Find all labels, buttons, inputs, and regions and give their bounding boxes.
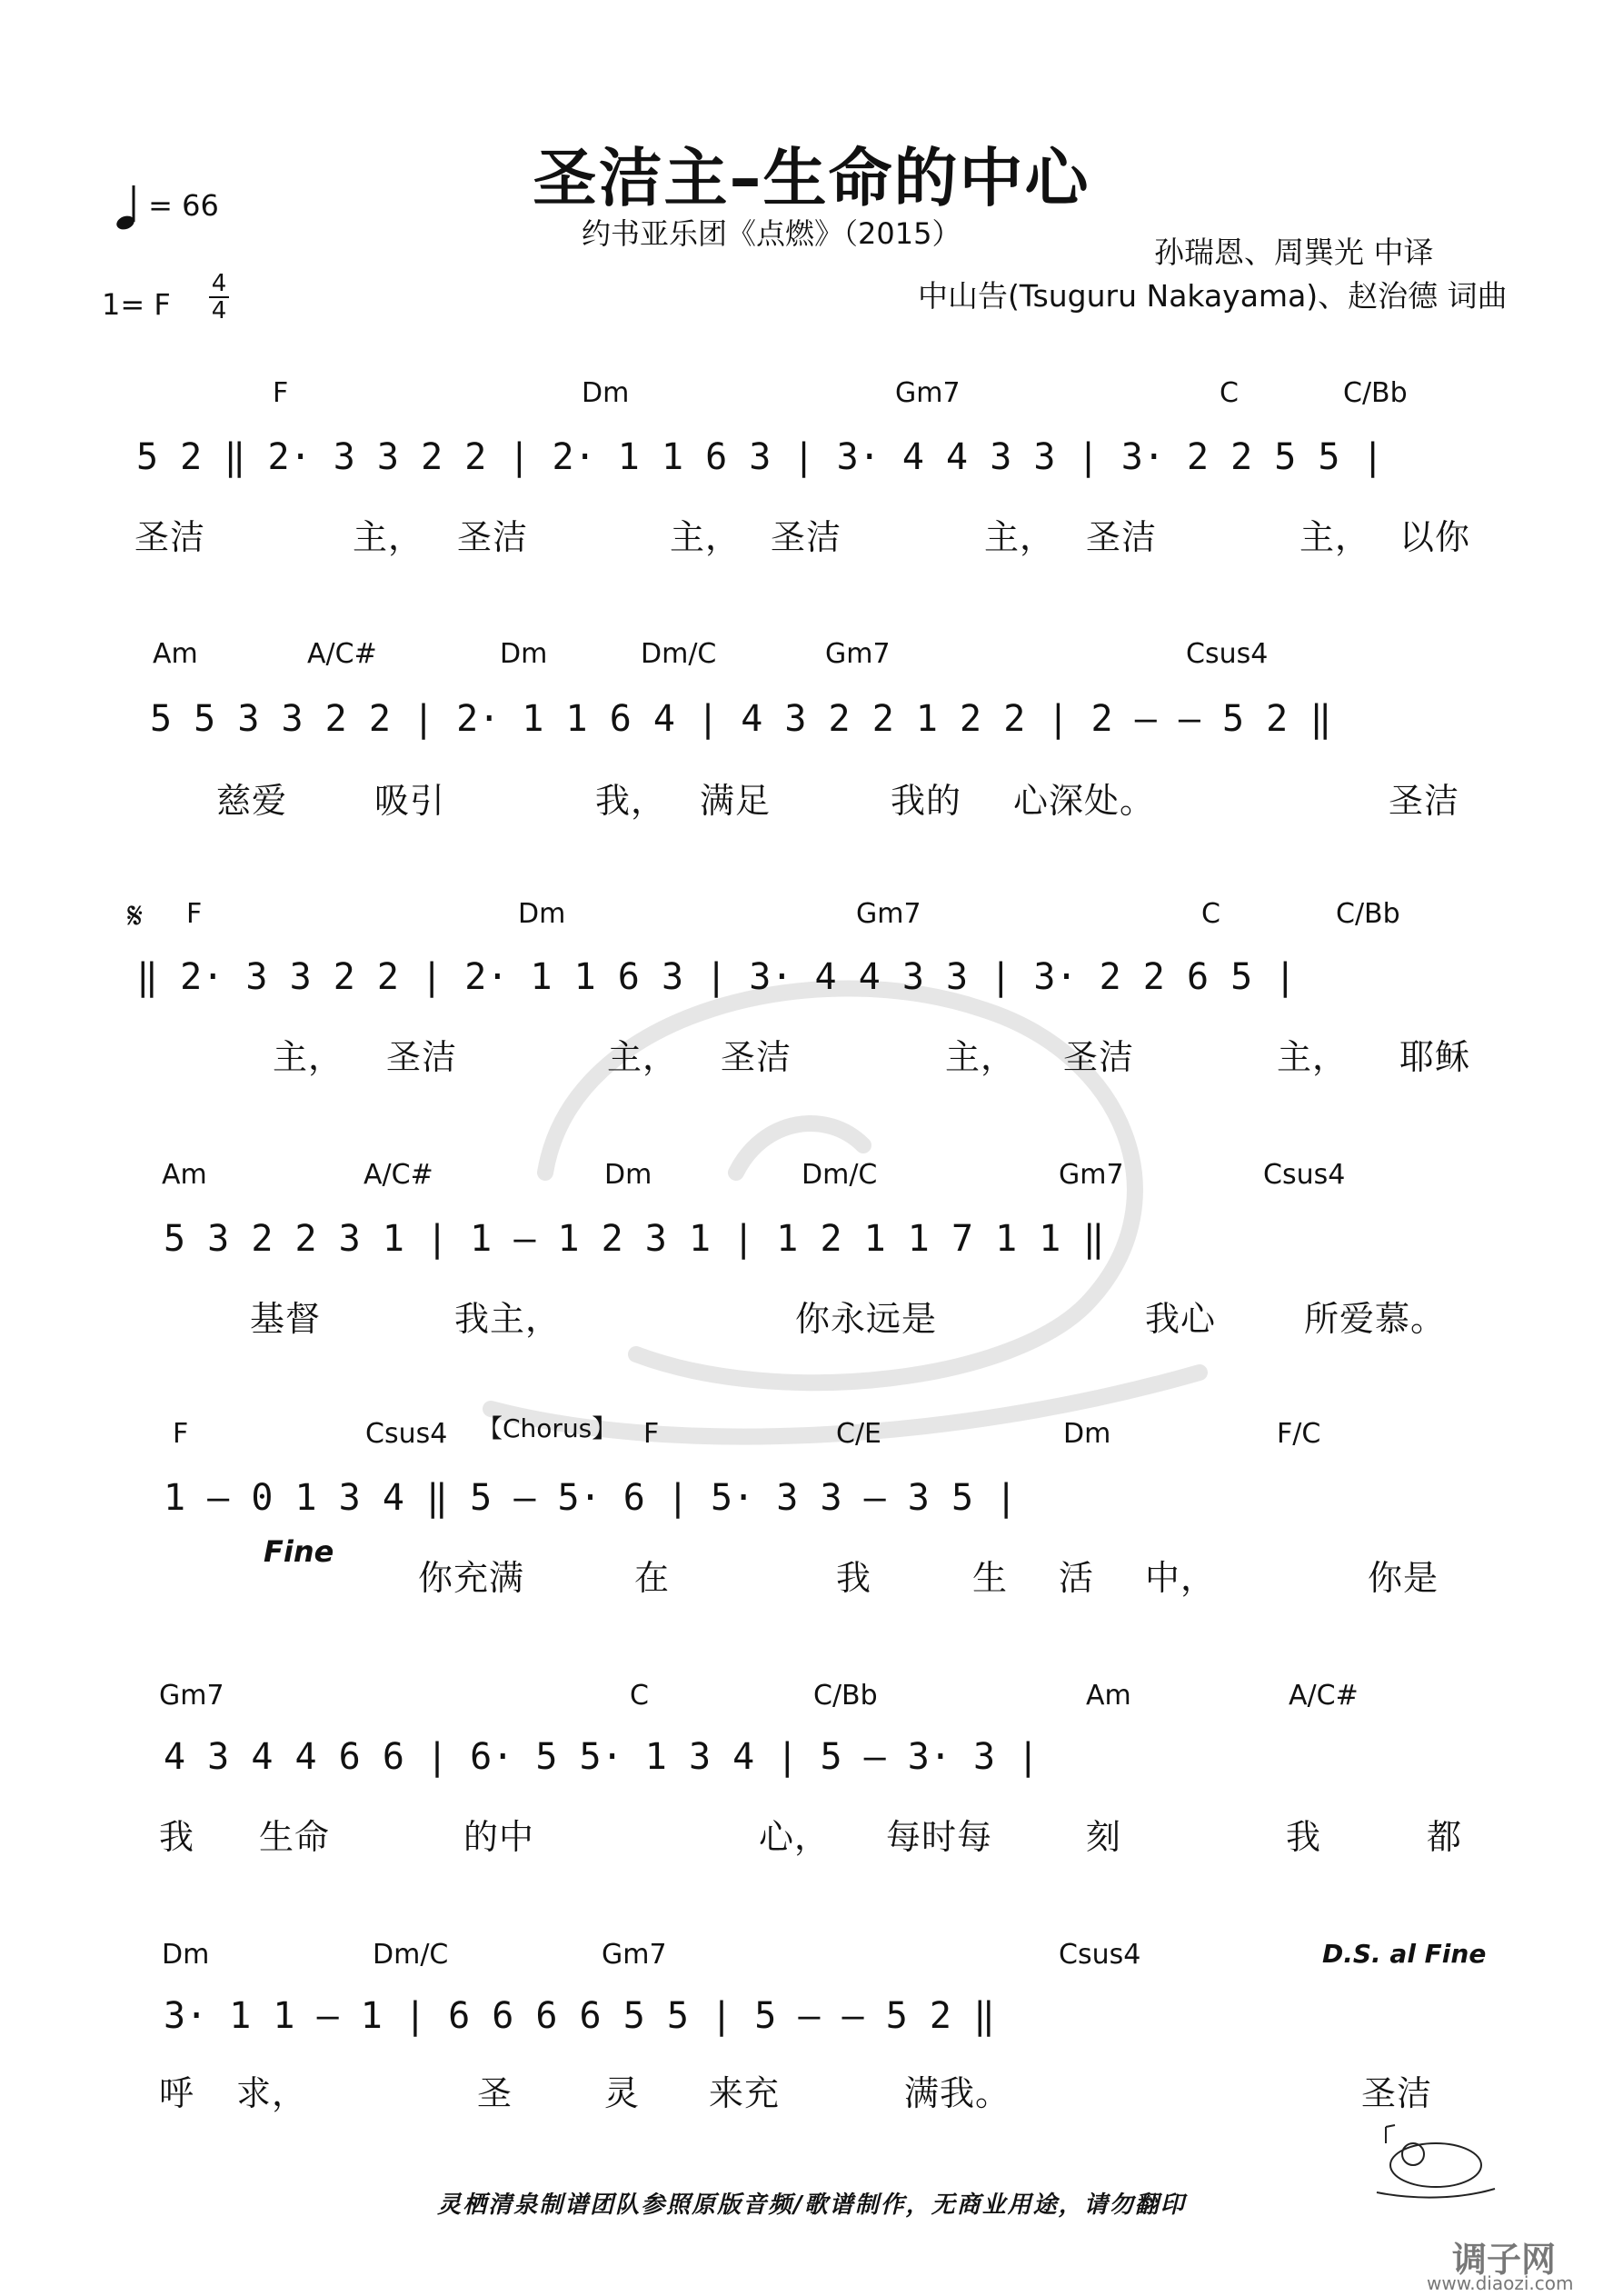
chord-label: Gm7 [856,898,921,930]
time-signature-bottom: 4 [211,297,227,324]
chord-label: F/C [1277,1418,1321,1450]
lyric: 圣洁 [134,517,206,557]
chord-label: Gm7 [159,1680,224,1712]
chord-label: A/C# [363,1159,433,1191]
lyric: 主， [984,517,1056,557]
lyric: 圣洁 [457,517,529,557]
lyric: 我 [1286,1817,1322,1857]
chord-label: Am [162,1159,207,1191]
lyric: 我心 [1145,1299,1217,1339]
lyric: 我主， [454,1299,562,1339]
album-subtitle: 约书亚乐团《点燃》（2015） [582,216,961,251]
lyric: 心深处。 [1013,781,1156,821]
chord-label: Dm [1063,1418,1111,1450]
chord-label: Dm/C [802,1159,878,1191]
chord-label: Am [1086,1680,1131,1712]
chord-label: Csus4 [1263,1159,1346,1191]
fine-marking: Fine [264,1534,334,1569]
lyric: 圣洁 [1086,517,1158,557]
chord-label: F [186,898,203,930]
lyric: 圣洁 [771,517,842,557]
chord-label: Gm7 [825,638,891,670]
chord-label: Dm/C [641,638,717,670]
lyric: 圣洁 [1389,781,1460,821]
chord-label: Dm [582,377,630,409]
lyric: 每时每 [886,1817,993,1857]
chord-label: C/E [836,1418,882,1450]
quarter-note-icon [114,182,139,233]
notation-line: 3· 1 1 – 1 | 6 6 6 6 5 5 | 5 – – 5 2 ‖ [164,1995,996,2037]
lyric: 圣洁 [1063,1037,1135,1077]
lyric: 我 [159,1817,195,1857]
chord-label: F [643,1418,660,1450]
tempo-value: = 66 [148,188,219,223]
chord-label: F [273,377,289,409]
notation-line: 5 5 3 3 2 2 | 2· 1 1 6 4 | 4 3 2 2 1 2 2 | 2 – – 5 2 ‖ [150,698,1332,740]
chord-label: Csus4 [1186,638,1269,670]
notation-line: 1 – 0 1 3 4 ‖ 5 – 5· 6 | 5· 3 3 – 3 5 | [164,1477,1018,1519]
tempo-marking [114,182,219,233]
lyric: 满足 [700,781,772,821]
footer-notice: 灵栖清泉制谱团队参照原版音频/歌谱制作，无商业用途，请勿翻印 [437,2191,1186,2219]
lyric: 以你 [1399,517,1471,557]
chord-label: F [173,1418,189,1450]
notation-line: 5 2 ‖ 2· 3 3 2 2 | 2· 1 1 6 3 | 3· 4 4 3 3 | 3· 2 2 5 5 | [136,436,1384,478]
lyric: 慈爱 [216,781,288,821]
lyric: 圣洁 [1361,2073,1433,2113]
chord-label: Dm/C [373,1939,449,1971]
lyric: 的中 [463,1817,535,1857]
lyric: 我的 [891,781,962,821]
lyric: 生命 [259,1817,331,1857]
time-signature [209,270,229,324]
chord-label: Dm [518,898,566,930]
lyric: 活 [1059,1558,1095,1598]
chord-label: C [630,1680,649,1712]
ds-al-fine-marking: D.S. al Fine [1322,1939,1487,1969]
lyric: 心， [759,1817,831,1857]
site-watermark-name: 调子网 [1452,2240,1557,2280]
song-title: 圣洁主–生命的中心 [533,141,1090,215]
lyric: 所爱慕。 [1304,1299,1447,1339]
chord-label: C/Bb [813,1680,878,1712]
site-watermark-url: www.diaozi.com [1427,2272,1574,2294]
chord-label: Dm [162,1939,210,1971]
chord-label: C/Bb [1343,377,1408,409]
translator-credit: 孙瑞恩、周巽光 中译 [1154,235,1434,270]
chord-label: C/Bb [1336,898,1400,930]
lyric: 刻 [1086,1817,1122,1857]
lyric: 主， [1299,517,1371,557]
lamb-logo-icon [1368,2118,1504,2200]
lyric: 圣洁 [386,1037,458,1077]
lyric: 圣洁 [721,1037,792,1077]
chord-label: Gm7 [895,377,961,409]
lyric: 基督 [250,1299,322,1339]
chord-label: Dm [604,1159,652,1191]
chord-label: Gm7 [1059,1159,1124,1191]
lyric: 来充 [709,2073,781,2113]
lyric: 主， [607,1037,679,1077]
lyric: 圣 [477,2073,513,2113]
lyric: 我， [595,781,667,821]
notation-line: 5 3 2 2 3 1 | 1 – 1 2 3 1 | 1 2 1 1 7 1 1 ‖ [164,1218,1105,1260]
lyric: 呼 [159,2073,195,2113]
lyric: 满我。 [904,2073,1011,2113]
chord-label: C [1220,377,1239,409]
section-label: 【Chorus】 [477,1413,618,1443]
chord-label: Am [153,638,198,670]
lyric: 主， [1277,1037,1349,1077]
notation-line: 4 3 4 4 6 6 | 6· 5 5· 1 3 4 | 5 – 3· 3 | [164,1736,1040,1778]
chord-label: A/C# [307,638,377,670]
lyric: 吸引 [374,781,446,821]
lyric: 主， [353,517,424,557]
chord-label: A/C# [1289,1680,1359,1712]
lyric: 在 [634,1558,671,1598]
lyric: 你是 [1368,1558,1439,1598]
chord-label: Csus4 [365,1418,448,1450]
composer-credit: 中山告(Tsuguru Nakayama)、赵治德 词曲 [918,278,1508,314]
chord-label: C [1201,898,1220,930]
lyric: 求， [236,2073,308,2113]
lyric: 我 [836,1558,872,1598]
lyric: 主， [273,1037,344,1077]
lyric: 你充满 [418,1558,525,1598]
chord-label: Gm7 [602,1939,667,1971]
lyric: 耶稣 [1399,1037,1471,1077]
chord-label: Dm [500,638,548,670]
segno-icon: 𝄋 [127,895,144,937]
lyric: 中， [1145,1558,1217,1598]
key-signature: 1= F [102,287,171,322]
lyric: 都 [1427,1817,1463,1857]
lyric: 主， [945,1037,1017,1077]
lyric: 生 [972,1558,1009,1598]
chord-label: Csus4 [1059,1939,1141,1971]
time-signature-top: 4 [211,270,227,297]
notation-line: ‖ 2· 3 3 2 2 | 2· 1 1 6 3 | 3· 4 4 3 3 | 3· 2 2 6 5 | [136,956,1297,998]
lyric: 主， [670,517,742,557]
lyric: 你永远是 [795,1299,938,1339]
lyric: 灵 [604,2073,641,2113]
